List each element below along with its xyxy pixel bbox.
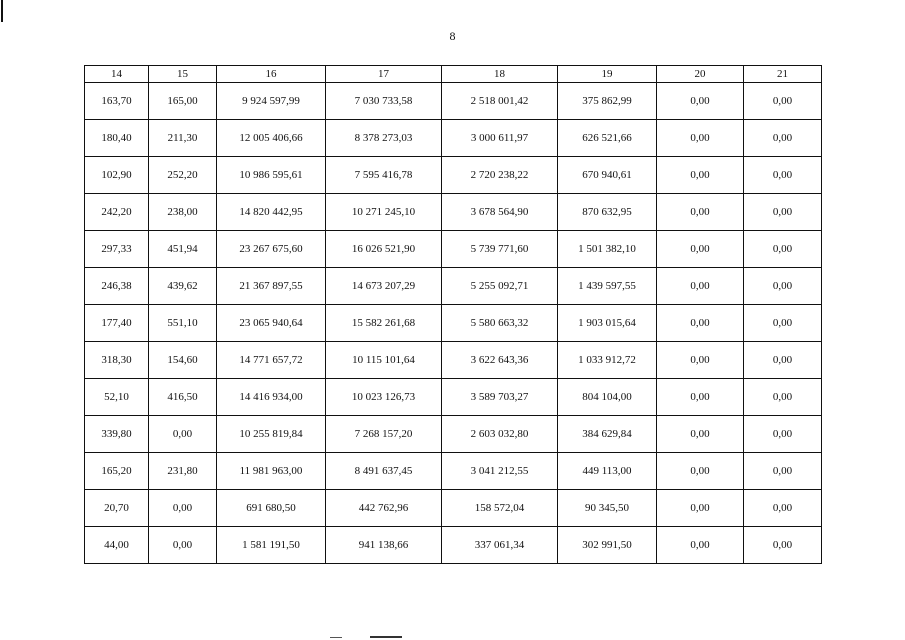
table-cell: 0,00 [657, 453, 744, 490]
table-cell: 7 595 416,78 [326, 157, 442, 194]
table-cell: 3 678 564,90 [442, 194, 558, 231]
table-cell: 0,00 [744, 157, 822, 194]
column-header-19: 19 [558, 66, 657, 83]
table-cell: 23 065 940,64 [217, 305, 326, 342]
footer-mark [370, 636, 402, 638]
table-cell: 870 632,95 [558, 194, 657, 231]
table-cell: 384 629,84 [558, 416, 657, 453]
table-cell: 0,00 [657, 231, 744, 268]
table-cell: 10 271 245,10 [326, 194, 442, 231]
table-cell: 626 521,66 [558, 120, 657, 157]
table-cell: 0,00 [149, 527, 217, 564]
table-cell: 14 416 934,00 [217, 379, 326, 416]
table-cell: 1 903 015,64 [558, 305, 657, 342]
table-cell: 5 580 663,32 [442, 305, 558, 342]
table-cell: 0,00 [657, 83, 744, 120]
table-cell: 0,00 [657, 416, 744, 453]
table-cell: 804 104,00 [558, 379, 657, 416]
table-cell: 16 026 521,90 [326, 231, 442, 268]
table-cell: 3 000 611,97 [442, 120, 558, 157]
table-body [85, 83, 822, 564]
table-cell: 0,00 [744, 231, 822, 268]
data-table [84, 65, 822, 564]
column-header-14: 14 [85, 66, 149, 83]
table-cell: 158 572,04 [442, 490, 558, 527]
table-cell: 0,00 [744, 83, 822, 120]
column-header-20: 20 [657, 66, 744, 83]
table-cell: 0,00 [744, 268, 822, 305]
table-cell: 337 061,34 [442, 527, 558, 564]
table-cell: 15 582 261,68 [326, 305, 442, 342]
table-row [85, 416, 822, 453]
table-cell: 90 345,50 [558, 490, 657, 527]
table-row [85, 453, 822, 490]
table-cell: 12 005 406,66 [217, 120, 326, 157]
page-number: 8 [449, 29, 456, 43]
table-cell: 451,94 [149, 231, 217, 268]
table-cell: 252,20 [149, 157, 217, 194]
table-cell: 180,40 [85, 120, 149, 157]
column-header-21: 21 [744, 66, 822, 83]
table-cell: 0,00 [657, 490, 744, 527]
table-cell: 211,30 [149, 120, 217, 157]
table-cell: 242,20 [85, 194, 149, 231]
table-cell: 439,62 [149, 268, 217, 305]
table-cell: 23 267 675,60 [217, 231, 326, 268]
table-cell: 231,80 [149, 453, 217, 490]
table-cell: 238,00 [149, 194, 217, 231]
table-cell: 551,10 [149, 305, 217, 342]
table-cell: 1 439 597,55 [558, 268, 657, 305]
table-cell: 102,90 [85, 157, 149, 194]
table-cell: 7 268 157,20 [326, 416, 442, 453]
table-cell: 0,00 [744, 453, 822, 490]
table-cell: 442 762,96 [326, 490, 442, 527]
table-cell: 2 518 001,42 [442, 83, 558, 120]
table-cell: 0,00 [744, 342, 822, 379]
column-header-16: 16 [217, 66, 326, 83]
table-cell: 0,00 [744, 490, 822, 527]
table-row [85, 527, 822, 564]
table-cell: 10 255 819,84 [217, 416, 326, 453]
table-row [85, 490, 822, 527]
table-cell: 11 981 963,00 [217, 453, 326, 490]
footer-mark [330, 637, 342, 638]
table-cell: 0,00 [657, 194, 744, 231]
table-cell: 44,00 [85, 527, 149, 564]
table-cell: 416,50 [149, 379, 217, 416]
table-cell: 246,38 [85, 268, 149, 305]
table-cell: 8 378 273,03 [326, 120, 442, 157]
table-cell: 670 940,61 [558, 157, 657, 194]
table-cell: 3 589 703,27 [442, 379, 558, 416]
table-cell: 5 739 771,60 [442, 231, 558, 268]
table-cell: 297,33 [85, 231, 149, 268]
table-cell: 0,00 [657, 379, 744, 416]
table-row [85, 305, 822, 342]
table-row [85, 268, 822, 305]
table-cell: 14 771 657,72 [217, 342, 326, 379]
table-cell: 339,80 [85, 416, 149, 453]
table-cell: 0,00 [149, 416, 217, 453]
margin-mark [1, 0, 3, 22]
table-cell: 1 033 912,72 [558, 342, 657, 379]
table-cell: 5 255 092,71 [442, 268, 558, 305]
column-header-18: 18 [442, 66, 558, 83]
table-cell: 0,00 [657, 527, 744, 564]
table-cell: 2 603 032,80 [442, 416, 558, 453]
table-cell: 21 367 897,55 [217, 268, 326, 305]
table-cell: 1 581 191,50 [217, 527, 326, 564]
table-cell: 302 991,50 [558, 527, 657, 564]
table-row [85, 157, 822, 194]
table-cell: 375 862,99 [558, 83, 657, 120]
table-cell: 0,00 [657, 342, 744, 379]
column-header-15: 15 [149, 66, 217, 83]
table-cell: 165,00 [149, 83, 217, 120]
header-row [85, 66, 822, 83]
table-row [85, 83, 822, 120]
table-cell: 691 680,50 [217, 490, 326, 527]
table-cell: 20,70 [85, 490, 149, 527]
table-cell: 2 720 238,22 [442, 157, 558, 194]
table-cell: 941 138,66 [326, 527, 442, 564]
table-cell: 0,00 [657, 157, 744, 194]
table-row [85, 231, 822, 268]
table-cell: 0,00 [744, 379, 822, 416]
table-cell: 10 023 126,73 [326, 379, 442, 416]
table-cell: 0,00 [744, 527, 822, 564]
table-cell: 0,00 [744, 194, 822, 231]
table-cell: 177,40 [85, 305, 149, 342]
table-row [85, 342, 822, 379]
table-cell: 9 924 597,99 [217, 83, 326, 120]
table-cell: 10 115 101,64 [326, 342, 442, 379]
table-cell: 52,10 [85, 379, 149, 416]
table-cell: 0,00 [744, 305, 822, 342]
table-cell: 154,60 [149, 342, 217, 379]
column-header-17: 17 [326, 66, 442, 83]
table-cell: 14 673 207,29 [326, 268, 442, 305]
table-cell: 449 113,00 [558, 453, 657, 490]
table-row [85, 120, 822, 157]
table-cell: 14 820 442,95 [217, 194, 326, 231]
table-cell: 318,30 [85, 342, 149, 379]
table-cell: 3 041 212,55 [442, 453, 558, 490]
table-cell: 3 622 643,36 [442, 342, 558, 379]
table-cell: 0,00 [744, 120, 822, 157]
table-row [85, 379, 822, 416]
table-cell: 163,70 [85, 83, 149, 120]
table-cell: 0,00 [657, 305, 744, 342]
table-cell: 7 030 733,58 [326, 83, 442, 120]
table-row [85, 194, 822, 231]
table-cell: 0,00 [657, 120, 744, 157]
table-cell: 0,00 [744, 416, 822, 453]
table-cell: 165,20 [85, 453, 149, 490]
table-cell: 1 501 382,10 [558, 231, 657, 268]
table-cell: 0,00 [657, 268, 744, 305]
table-cell: 0,00 [149, 490, 217, 527]
table-cell: 8 491 637,45 [326, 453, 442, 490]
table-cell: 10 986 595,61 [217, 157, 326, 194]
